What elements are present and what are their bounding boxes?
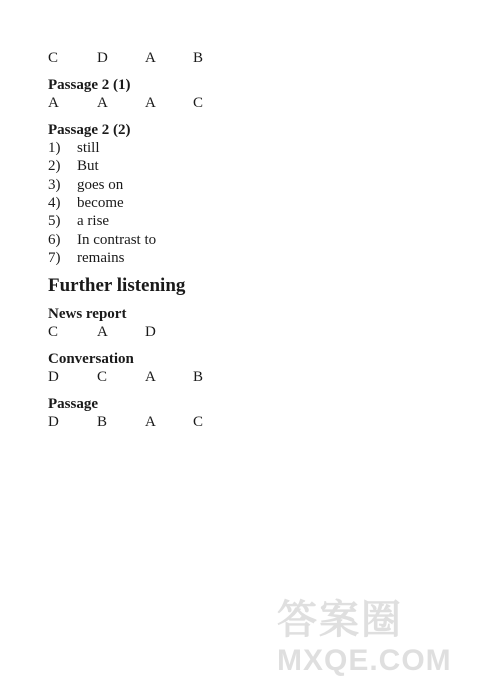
- item-number: 2): [48, 158, 61, 174]
- answer-letter: C: [48, 324, 59, 340]
- answer-letter: B: [193, 50, 204, 66]
- item-number: 1): [48, 140, 61, 156]
- conversation-heading: Conversation: [48, 351, 134, 367]
- answer-letter: C: [97, 369, 108, 385]
- item-text: goes on: [77, 177, 124, 193]
- item-text: become: [77, 195, 124, 211]
- watermark-url: MXQE.COM: [277, 644, 452, 677]
- answer-letter: A: [145, 95, 156, 111]
- answer-letter: D: [48, 369, 59, 385]
- answer-letter: C: [48, 50, 59, 66]
- item-text: remains: [77, 250, 125, 266]
- answer-letter: A: [97, 95, 108, 111]
- news-report-heading: News report: [48, 306, 127, 322]
- answer-letter: D: [97, 50, 108, 66]
- item-text: In contrast to: [77, 232, 157, 248]
- passage-heading: Passage: [48, 396, 98, 412]
- answer-letter: B: [193, 369, 204, 385]
- site-watermark: [277, 588, 477, 683]
- answer-letter: C: [193, 95, 204, 111]
- answer-letter: A: [97, 324, 108, 340]
- item-text: a rise: [77, 213, 110, 229]
- answer-letter: D: [145, 324, 156, 340]
- answer-letter: A: [145, 50, 156, 66]
- item-text: But: [77, 158, 99, 174]
- answer-letter: A: [145, 369, 156, 385]
- item-text: still: [77, 140, 100, 156]
- item-number: 7): [48, 250, 61, 266]
- answer-letter: B: [97, 414, 108, 430]
- answer-letter: A: [145, 414, 156, 430]
- answer-letter: C: [193, 414, 204, 430]
- passage2-2-heading: Passage 2 (2): [48, 122, 131, 138]
- item-number: 3): [48, 177, 61, 193]
- item-number: 6): [48, 232, 61, 248]
- answer-letter: D: [48, 414, 59, 430]
- answer-letter: A: [48, 95, 59, 111]
- further-listening-heading: Further listening: [48, 275, 186, 296]
- item-number: 4): [48, 195, 61, 211]
- passage2-1-heading: Passage 2 (1): [48, 77, 131, 93]
- item-number: 5): [48, 213, 61, 229]
- watermark-logo-text: 答案圈: [277, 598, 403, 642]
